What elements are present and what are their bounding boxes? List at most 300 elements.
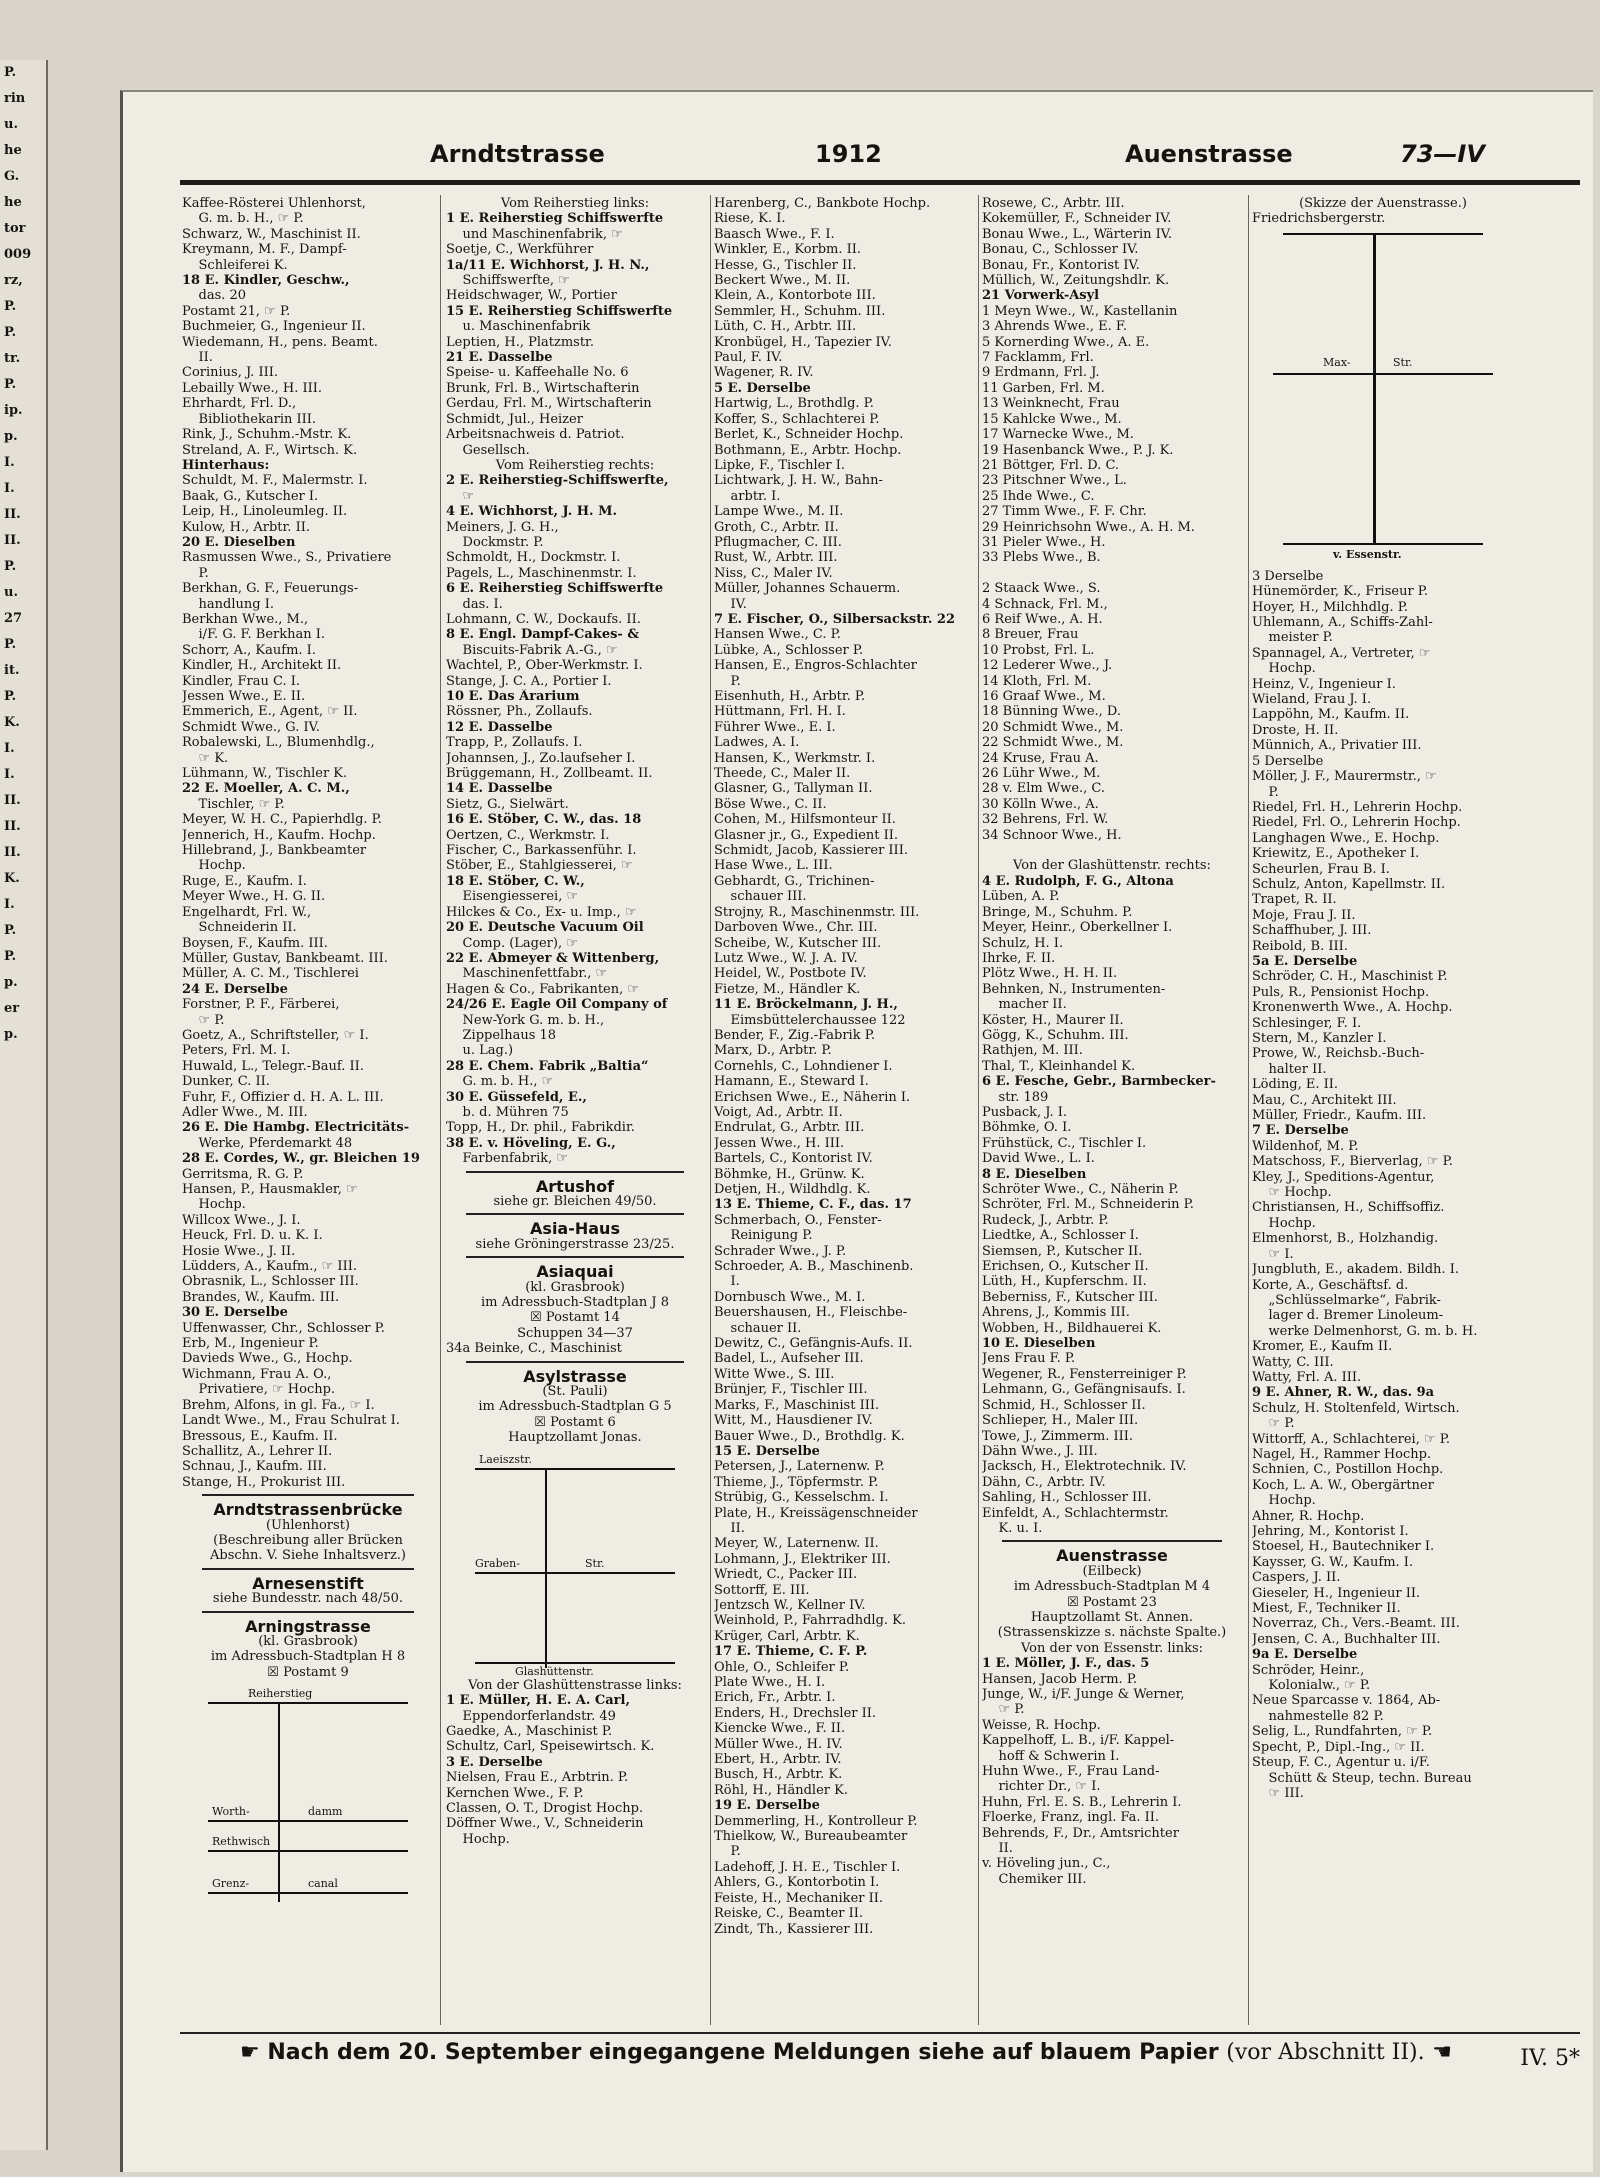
resident-entry: Pagels, L., Maschinenmstr. I. xyxy=(446,565,637,581)
resident-entry: Jentzsch W., Kellner IV. xyxy=(714,1597,866,1613)
map-street-line xyxy=(545,1468,547,1668)
resident-entry: Kokemüller, F., Schneider IV. xyxy=(982,211,1172,227)
resident-entry: Hochp. xyxy=(1252,661,1316,677)
resident-entry: Erichsen Wwe., E., Näherin I. xyxy=(714,1089,911,1105)
map-street-line xyxy=(475,1572,675,1574)
house-number-entry: 7 E. Fischer, O., Silbersackstr. 22 xyxy=(714,611,956,627)
resident-entry: Arbeitsnachweis d. Patriot. xyxy=(446,427,625,443)
street-info: Schuppen 34—37 xyxy=(517,1325,633,1341)
resident-entry: ☞ III. xyxy=(1252,1785,1304,1801)
resident-entry: Jens Frau F. P. xyxy=(982,1351,1076,1367)
resident-entry: Jennerich, H., Kaufm. Hochp. xyxy=(182,827,376,843)
resident-entry: meister P. xyxy=(1252,630,1333,646)
street-info: im Adressbuch-Stadtplan M 4 xyxy=(1013,1579,1211,1595)
resident-entry: Ladehoff, J. H. E., Tischler I. xyxy=(714,1859,901,1875)
resident-entry: Selig, L., Rundfahrten, ☞ P. xyxy=(1252,1724,1433,1740)
resident-entry: 31 Pieler Wwe., H. xyxy=(982,534,1106,550)
resident-entry: schauer II. xyxy=(714,1320,802,1336)
resident-entry: Paul, F. IV. xyxy=(714,350,783,366)
resident-entry: Schaffhuber, J. III. xyxy=(1252,923,1372,939)
resident-entry: Schuldt, M. F., Malermstr. I. xyxy=(182,473,368,489)
house-number-entry: 11 E. Bröckelmann, J. H., xyxy=(714,997,898,1013)
resident-entry: Döffner Wwe., V., Schneiderin xyxy=(446,1816,644,1832)
house-number-entry: 4 E. Rudolph, F. G., Altona xyxy=(982,873,1174,889)
resident-entry: Strojny, R., Maschinenmstr. III. xyxy=(714,904,920,920)
street-info: Hauptzollamt St. Annen. xyxy=(1030,1609,1194,1625)
resident-entry: 11 Garben, Frl. M. xyxy=(982,380,1105,396)
map-label: Grenz- xyxy=(212,1877,250,1891)
resident-entry: Nagel, H., Rammer Hochp. xyxy=(1252,1446,1432,1462)
house-number-entry: 8 E. Dieselben xyxy=(982,1166,1087,1182)
prev-page-fragment: 009 xyxy=(4,247,32,262)
resident-entry: Bringe, M., Schuhm. P. xyxy=(982,904,1133,920)
resident-entry: 34a Beinke, C., Maschinist xyxy=(446,1341,622,1357)
street-info: siehe gr. Bleichen 49/50. xyxy=(493,1194,657,1209)
resident-entry: Meyer, W., Laternenw. II. xyxy=(714,1536,879,1552)
resident-entry: Winkler, E., Korbm. II. xyxy=(714,242,862,258)
resident-entry xyxy=(982,843,1242,858)
prev-page-fragment: I. xyxy=(4,741,15,756)
resident-entry: Einfeldt, A., Schlachtermstr. xyxy=(982,1505,1169,1521)
resident-entry: 3 Derselbe xyxy=(1252,568,1324,584)
street-sketch-map xyxy=(188,1686,428,1906)
street-heading: Asiaquai xyxy=(536,1262,614,1282)
house-number-entry: 9a E. Derselbe xyxy=(1252,1647,1358,1663)
resident-entry: Schulz, H. I. xyxy=(982,935,1064,951)
resident-entry: Hilckes & Co., Ex- u. Imp., ☞ xyxy=(446,904,637,920)
resident-entry: Farbenfabrik, ☞ xyxy=(446,1151,569,1167)
section-rule xyxy=(202,1611,414,1613)
resident-entry: 29 Heinrichsohn Wwe., A. H. M. xyxy=(982,519,1195,535)
resident-entry: Müller, Friedr., Kaufm. III. xyxy=(1252,1108,1427,1124)
column-4 xyxy=(982,196,1242,1887)
resident-entry: Dähn, C., Arbtr. IV. xyxy=(982,1474,1106,1490)
resident-entry: Busch, H., Arbtr. K. xyxy=(714,1767,843,1783)
map-label: v. Essenstr. xyxy=(1333,547,1402,561)
prev-page-fragment: K. xyxy=(4,871,20,886)
map-street-line xyxy=(1283,233,1483,235)
resident-entry: Stern, M., Kanzler I. xyxy=(1252,1031,1387,1046)
map-label: Reiherstieg xyxy=(248,1687,313,1701)
resident-entry: Müller, A. C. M., Tischlerei xyxy=(182,966,359,982)
resident-entry: Hartwig, L., Brothdlg. P. xyxy=(714,396,874,412)
resident-entry: 14 Kloth, Frl. M. xyxy=(982,673,1092,689)
section-rule xyxy=(466,1361,684,1363)
resident-entry: Wriedt, C., Packer III. xyxy=(714,1567,858,1583)
resident-entry: Behnken, N., Instrumenten- xyxy=(982,981,1166,997)
street-heading: Artushof xyxy=(535,1176,615,1196)
resident-entry: Lebailly Wwe., H. III. xyxy=(182,380,323,396)
resident-entry: New-York G. m. b. H., xyxy=(446,1012,605,1028)
prev-page-fragment: I. xyxy=(4,481,15,496)
house-number-entry: 1 E. Reiherstieg Schiffswerfte xyxy=(446,211,664,227)
street-info: im Adressbuch-Stadtplan J 8 xyxy=(480,1295,670,1311)
prev-page-fragment: II. xyxy=(4,533,21,548)
street-info: Von der von Essenstr. links: xyxy=(1020,1640,1204,1656)
resident-entry: Müllich, W., Zeitungshdlr. K. xyxy=(982,273,1170,289)
house-number-entry: 4 E. Wichhorst, J. H. M. xyxy=(446,504,617,520)
resident-entry: Robalewski, L., Blumenhdlg., xyxy=(182,735,375,751)
street-info: ☒ Postamt 6 xyxy=(534,1414,616,1430)
resident-entry: IV. xyxy=(714,596,747,612)
resident-entry: Boysen, F., Kaufm. III. xyxy=(182,935,328,951)
resident-entry: Speise- u. Kaffeehalle No. 6 xyxy=(446,365,629,381)
map-label: Glashüttenstr. xyxy=(515,1664,594,1678)
street-heading: Arnesenstift xyxy=(252,1573,364,1593)
resident-entry: Theede, C., Maler II. xyxy=(714,766,851,782)
resident-entry: Matschoss, F., Bierverlag, ☞ P. xyxy=(1252,1154,1453,1170)
resident-entry: Hamann, E., Steward I. xyxy=(714,1074,869,1090)
resident-entry: Schlieper, H., Maler III. xyxy=(982,1413,1139,1429)
resident-entry: ☞ K. xyxy=(182,750,229,766)
street-info: Vom Reiherstieg rechts: xyxy=(495,457,655,473)
resident-entry: Detjen, H., Wildhdlg. K. xyxy=(714,1182,871,1197)
resident-entry: Liedtke, A., Schlosser I. xyxy=(982,1228,1139,1244)
resident-entry: Hansen, E., Engros-Schlachter xyxy=(714,658,917,674)
resident-entry: Führer Wwe., E. I. xyxy=(714,719,836,735)
map-street-line xyxy=(208,1892,408,1894)
resident-entry: v. Höveling jun., C., xyxy=(982,1856,1111,1872)
prev-page-fragment: P. xyxy=(4,923,17,938)
resident-entry: Cornehls, C., Lohndiener I. xyxy=(714,1058,893,1074)
resident-entry: Sietz, G., Sielwärt. xyxy=(446,796,569,812)
resident-entry: Lüdders, A., Kaufm., ☞ III. xyxy=(182,1259,357,1275)
resident-entry: „Schlüsselmarke“, Fabrik- xyxy=(1252,1292,1441,1308)
resident-entry: Meiners, J. G. H., xyxy=(446,519,559,535)
resident-entry: macher II. xyxy=(982,997,1067,1013)
resident-entry: 28 v. Elm Wwe., C. xyxy=(982,781,1106,797)
street-info: Abschn. V. Siehe Inhaltsverz.) xyxy=(210,1548,406,1564)
resident-entry: 32 Behrens, Frl. W. xyxy=(982,812,1109,828)
footer-page-number: IV. 5* xyxy=(1520,2046,1580,2071)
resident-entry: Hansen Wwe., C. P. xyxy=(714,627,841,643)
resident-entry: Böhmke, O. I. xyxy=(982,1120,1072,1136)
resident-entry: Schiffswerfte, ☞ xyxy=(446,273,570,289)
resident-entry: Chemiker III. xyxy=(982,1871,1087,1887)
resident-entry: 21 Böttger, Frl. D. C. xyxy=(982,457,1120,473)
resident-entry: Schroeder, A. B., Maschinenb. xyxy=(714,1259,914,1275)
resident-entry: Schallitz, A., Lehrer II. xyxy=(182,1443,333,1459)
resident-entry: Endrulat, G., Arbtr. III. xyxy=(714,1120,865,1136)
resident-entry: Bender, F., Zig.-Fabrik P. xyxy=(714,1027,875,1043)
resident-entry: Korte, A., Geschäftsf. d. xyxy=(1252,1277,1409,1293)
resident-entry: Erb, M., Ingenieur P. xyxy=(182,1336,319,1352)
resident-entry: Hoyer, H., Milchhdlg. P. xyxy=(1252,599,1408,615)
resident-entry: Buchmeier, G., Ingenieur II. xyxy=(182,319,366,335)
house-number-entry: 2 E. Reiherstieg-Schiffswerfte, xyxy=(446,473,669,489)
prev-page-fragment: u. xyxy=(4,585,18,600)
resident-entry: Hillebrand, J., Bankbeamter xyxy=(182,843,367,859)
resident-entry: Müller, Gustav, Bankbeamt. III. xyxy=(182,950,388,966)
resident-entry: Huhn Wwe., F., Frau Land- xyxy=(982,1764,1160,1780)
street-info: ☒ Postamt 23 xyxy=(1067,1594,1157,1610)
resident-entry: P. xyxy=(714,1844,741,1860)
section-rule xyxy=(466,1256,684,1258)
resident-entry: Wittorff, A., Schlachterei, ☞ P. xyxy=(1252,1431,1451,1447)
resident-entry: Lichtwark, J. H. W., Bahn- xyxy=(714,473,883,489)
resident-entry: schauer III. xyxy=(714,889,807,905)
resident-entry: Kaysser, G. W., Kaufm. I. xyxy=(1252,1554,1414,1570)
resident-entry: Schnau, J., Kaufm. III. xyxy=(182,1459,327,1475)
resident-entry: i/F. G. F. Berkhan I. xyxy=(182,627,326,643)
resident-entry: nahmestelle 82 P. xyxy=(1252,1708,1384,1724)
house-number-entry: 10 E. Das Ärarium xyxy=(446,689,580,704)
resident-entry: Ahrens, J., Kommis III. xyxy=(982,1305,1130,1321)
prev-page-fragment: 27 xyxy=(4,611,23,626)
resident-entry: Gebhardt, G., Trichinen- xyxy=(714,873,875,889)
resident-entry: Dähn Wwe., J. III. xyxy=(982,1443,1098,1459)
map-label: Graben- xyxy=(475,1556,520,1570)
footer-rule xyxy=(180,2032,1580,2034)
resident-entry: II. xyxy=(982,1841,1013,1857)
resident-entry: Semmler, H., Schuhm. III. xyxy=(714,303,886,319)
resident-entry: Johannsen, J., Zo.laufseher I. xyxy=(446,750,636,766)
resident-entry: Forstner, P. F., Färberei, xyxy=(182,997,340,1013)
resident-entry: P. xyxy=(714,673,741,689)
resident-entry: G. m. b. H., ☞ xyxy=(446,1074,554,1090)
house-number-entry: 28 E. Cordes, W., gr. Bleichen 19 xyxy=(182,1151,420,1167)
prev-page-fragment: p. xyxy=(4,975,18,990)
street-info: (Skizze der Auenstrasse.) xyxy=(1299,196,1467,211)
resident-entry: Fuhr, F., Offizier d. H. A. L. III. xyxy=(182,1089,384,1105)
resident-entry: Koffer, S., Schlachterei P. xyxy=(714,411,880,427)
map-street-line xyxy=(1283,543,1483,545)
resident-entry: Caspers, J. II. xyxy=(1252,1570,1341,1586)
resident-entry: Hüttmann, Frl. H. I. xyxy=(714,704,846,720)
resident-entry: Hochp. xyxy=(1252,1493,1316,1509)
resident-entry: u. Maschinenfabrik xyxy=(446,319,591,335)
resident-entry: Baasch Wwe., F. I. xyxy=(714,226,835,242)
resident-entry: Jehring, M., Kontorist I. xyxy=(1252,1524,1409,1539)
resident-entry: Rust, W., Arbtr. III. xyxy=(714,550,838,566)
resident-entry: Cohen, M., Hilfsmonteur II. xyxy=(714,812,896,828)
resident-entry: Rathjen, M. III. xyxy=(982,1043,1083,1059)
prev-page-fragment: II. xyxy=(4,793,21,808)
resident-entry: 10 Probst, Frl. L. xyxy=(982,642,1095,658)
resident-entry: Jacksch, H., Elektrotechnik. IV. xyxy=(982,1459,1187,1475)
resident-entry: Hase Wwe., L. III. xyxy=(714,858,833,874)
resident-entry: ☞ I. xyxy=(1252,1246,1294,1262)
resident-entry: Eppendorferlandstr. 49 xyxy=(446,1708,616,1724)
street-info: (Beschreibung aller Brücken xyxy=(213,1532,403,1548)
resident-entry: Heidschwager, W., Portier xyxy=(446,288,617,304)
resident-entry: 26 Lühr Wwe., M. xyxy=(982,766,1101,782)
resident-entry: Brehm, Alfons, in gl. Fa., ☞ I. xyxy=(182,1397,375,1413)
prev-page-fragment: he xyxy=(4,143,22,158)
prev-page-fragment: P. xyxy=(4,637,17,652)
resident-entry: Zippelhaus 18 xyxy=(446,1027,557,1043)
house-number-entry: 1 E. Möller, J. F., das. 5 xyxy=(982,1656,1150,1672)
resident-entry: Dockmstr. P. xyxy=(446,534,544,550)
street-info: (Eilbeck) xyxy=(1082,1563,1142,1579)
resident-entry: Fietze, M., Händler K. xyxy=(714,981,861,997)
resident-entry: 23 Pitschner Wwe., L. xyxy=(982,473,1127,489)
resident-entry: Maschinenfettfabr., ☞ xyxy=(446,966,608,982)
house-number-entry: 1a/11 E. Wichhorst, J. H. N., xyxy=(446,257,650,273)
resident-entry: richter Dr., ☞ I. xyxy=(982,1779,1101,1795)
resident-entry: Demmerling, H., Kontrolleur P. xyxy=(714,1813,918,1829)
street-heading: Auenstrasse xyxy=(1056,1546,1168,1566)
resident-entry: Hosie Wwe., J. II. xyxy=(182,1243,296,1259)
prev-page-fragment: II. xyxy=(4,845,21,860)
resident-entry: Riedel, Frl. O., Lehrerin Hochp. xyxy=(1252,815,1461,831)
resident-entry: handlung I. xyxy=(182,596,274,612)
resident-entry: Jungbluth, E., akadem. Bildh. I. xyxy=(1252,1262,1459,1278)
resident-entry: Rasmussen Wwe., S., Privatiere xyxy=(182,550,392,566)
resident-entry: Möller, J. F., Maurermstr., ☞ xyxy=(1252,769,1437,785)
resident-entry: Ihrke, F. II. xyxy=(982,950,1056,966)
resident-entry: Schröter, Frl. M., Schneiderin P. xyxy=(982,1197,1194,1213)
resident-entry: Oertzen, C., Werkmstr. I. xyxy=(446,827,610,843)
resident-entry: Groth, C., Arbtr. II. xyxy=(714,519,839,535)
street-heading: Arndtstrassenbrücke xyxy=(213,1500,403,1520)
resident-entry: 7 Facklamm, Frl. xyxy=(982,350,1094,366)
resident-entry: Dewitz, C., Gefängnis-Aufs. II. xyxy=(714,1336,913,1352)
resident-entry: Friedrichsbergerstr. xyxy=(1252,211,1386,227)
resident-entry: Steup, F. C., Agentur u. i/F. xyxy=(1252,1755,1430,1771)
resident-entry: Koch, L. A. W., Obergärtner xyxy=(1252,1477,1434,1493)
prev-page-fragment: P. xyxy=(4,377,17,392)
house-number-entry: 9 E. Ahner, R. W., das. 9a xyxy=(1252,1385,1435,1401)
resident-entry: Gieseler, H., Ingenieur II. xyxy=(1252,1585,1421,1601)
resident-entry: Topp, H., Dr. phil., Fabrikdir. xyxy=(446,1120,635,1136)
street-heading: Asia-Haus xyxy=(530,1219,620,1239)
resident-entry: Heinz, V., Ingenieur I. xyxy=(1252,676,1396,692)
resident-entry: Witt, M., Hausdiener IV. xyxy=(714,1413,873,1429)
prev-page-fragment: he xyxy=(4,195,22,210)
resident-entry: Stange, J. C. A., Portier I. xyxy=(446,673,612,689)
resident-entry: Kernchen Wwe., F. P. xyxy=(446,1785,584,1801)
resident-entry: Peters, Frl. M. I. xyxy=(182,1043,291,1059)
resident-entry: 16 Graaf Wwe., M. xyxy=(982,689,1106,704)
resident-entry: Kley, J., Speditions-Agentur, xyxy=(1252,1169,1435,1185)
resident-entry: 33 Plebs Wwe., B. xyxy=(982,550,1101,566)
resident-entry: ☞ P. xyxy=(982,1702,1025,1718)
resident-entry: 6 Reif Wwe., A. H. xyxy=(982,611,1103,627)
resident-entry: Engelhardt, Frl. W., xyxy=(182,904,312,920)
resident-entry: Bibliothekarin III. xyxy=(182,411,317,427)
resident-entry: Plötz Wwe., H. H. II. xyxy=(982,966,1118,982)
resident-entry: Hochp. xyxy=(1252,1215,1316,1231)
prev-page-fragment: rin xyxy=(4,91,26,106)
resident-entry: Prowe, W., Reichsb.-Buch- xyxy=(1252,1046,1425,1062)
street-info: (Uhlenhorst) xyxy=(265,1517,350,1533)
resident-entry: Hünemörder, K., Friseur P. xyxy=(1252,584,1429,600)
resident-entry: Frühstück, C., Tischler I. xyxy=(982,1135,1147,1151)
resident-entry: Huhn, Frl. E. S. B., Lehrerin I. xyxy=(982,1794,1182,1810)
resident-entry: Lüben, A. P. xyxy=(982,889,1060,905)
resident-entry: Stoesel, H., Bautechniker I. xyxy=(1252,1539,1435,1555)
resident-entry: Schröter Wwe., C., Näherin P. xyxy=(982,1182,1179,1197)
resident-entry: Lehmann, G., Gefängnisaufs. I. xyxy=(982,1382,1186,1398)
prev-page-fragment: II. xyxy=(4,507,21,522)
prev-page-fragment: ip. xyxy=(4,403,23,418)
header-right-street: Auenstrasse xyxy=(1125,140,1293,168)
map-label: Str. xyxy=(585,1556,605,1570)
resident-entry: Kronenwerth Wwe., A. Hochp. xyxy=(1252,1000,1453,1016)
resident-entry: Müller, Johannes Schauerm. xyxy=(714,581,901,597)
resident-entry: Lappöhn, M., Kaufm. II. xyxy=(1252,707,1410,723)
resident-entry: K. u. I. xyxy=(982,1520,1043,1536)
resident-entry: Berkhan, G. F., Feuerungs- xyxy=(182,581,359,597)
resident-entry: Lutz Wwe., W. J. A. IV. xyxy=(714,950,858,966)
resident-entry: Schwarz, W., Maschinist II. xyxy=(182,226,361,242)
prev-page-fragment: I. xyxy=(4,767,15,782)
resident-entry: Riedel, Frl. H., Lehrerin Hochp. xyxy=(1252,799,1463,815)
resident-entry: ☞ Hochp. xyxy=(1252,1185,1332,1201)
resident-entry: Obrasnik, L., Schlosser III. xyxy=(182,1274,359,1290)
resident-entry: Hochp. xyxy=(182,858,246,874)
resident-entry: Stange, H., Prokurist III. xyxy=(182,1474,346,1490)
resident-entry: Lüth, H., Kupferschm. II. xyxy=(982,1274,1147,1290)
resident-entry: Heuck, Frl. D. u. K. I. xyxy=(182,1228,323,1244)
resident-entry: Bartels, C., Kontorist IV. xyxy=(714,1151,873,1167)
resident-entry: Glasner jr., G., Expedient II. xyxy=(714,827,899,843)
resident-entry: Lühmann, W., Tischler K. xyxy=(182,766,348,782)
resident-entry: Schmidt Wwe., G. IV. xyxy=(182,719,320,735)
resident-entry: Gögg, K., Schuhm. III. xyxy=(982,1027,1129,1043)
street-info: (kl. Grasbrook) xyxy=(258,1633,358,1649)
resident-entry: Pflugmacher, C. III. xyxy=(714,534,842,550)
resident-entry: str. 189 xyxy=(982,1089,1049,1105)
resident-entry: Eisengiesserei, ☞ xyxy=(446,889,579,905)
resident-entry: Dunker, C. II. xyxy=(182,1074,270,1090)
previous-page-edge xyxy=(0,60,48,2150)
resident-entry: 30 Kölln Wwe., A. xyxy=(982,796,1099,812)
resident-entry: Schrader Wwe., J. P. xyxy=(714,1243,847,1259)
resident-entry: David Wwe., L. I. xyxy=(982,1151,1095,1167)
prev-page-fragment: I. xyxy=(4,897,15,912)
house-number-entry: 13 E. Thieme, C. F., das. 17 xyxy=(714,1197,912,1213)
resident-entry: arbtr. I. xyxy=(714,488,781,504)
resident-entry: Ruge, E., Kaufm. I. xyxy=(182,873,307,889)
house-number-entry: 8 E. Engl. Dampf-Cakes- & xyxy=(446,627,640,643)
street-info: siehe Gröningerstrasse 23/25. xyxy=(475,1236,675,1252)
house-number-entry: 20 E. Deutsche Vacuum Oil xyxy=(446,920,644,936)
street-info: ☒ Postamt 14 xyxy=(530,1310,620,1326)
resident-entry: Goetz, A., Schriftsteller, ☞ I. xyxy=(182,1027,369,1043)
resident-entry: Bauer Wwe., D., Brothdlg. K. xyxy=(714,1428,905,1444)
resident-entry: Gaedke, A., Maschinist P. xyxy=(446,1723,613,1739)
resident-entry: Gerritsma, R. G. P. xyxy=(182,1166,304,1182)
resident-entry: Droste, H. II. xyxy=(1252,722,1339,738)
resident-entry: Dornbusch Wwe., M. I. xyxy=(714,1289,866,1305)
prev-page-fragment: P. xyxy=(4,949,17,964)
resident-entry: Neue Sparcasse v. 1864, Ab- xyxy=(1252,1693,1441,1709)
resident-entry: Soetje, C., Werkführer xyxy=(446,242,594,258)
resident-entry: Schultz, Carl, Speisewirtsch. K. xyxy=(446,1739,655,1755)
resident-entry: Weisse, R. Hochp. xyxy=(982,1717,1101,1733)
resident-entry: Kaffee-Rösterei Uhlenhorst, xyxy=(182,196,366,211)
resident-entry: Schröder, C. H., Maschinist P. xyxy=(1252,969,1448,985)
resident-entry xyxy=(982,566,1242,581)
resident-entry: Röhl, H., Händler K. xyxy=(714,1782,848,1798)
resident-entry: Jessen Wwe., E. II. xyxy=(182,689,306,704)
resident-entry: Kulow, H., Arbtr. II. xyxy=(182,519,310,535)
house-number-entry: 21 E. Dasselbe xyxy=(446,350,553,366)
resident-entry: hoff & Schwerin I. xyxy=(982,1748,1120,1764)
resident-entry: Thal, T., Kleinhandel K. xyxy=(982,1058,1136,1074)
resident-entry: 34 Schnoor Wwe., H. xyxy=(982,827,1122,843)
resident-entry: Eimsbüttelerchaussee 122 xyxy=(714,1012,906,1028)
house-number-entry: 20 E. Dieselben xyxy=(182,534,296,550)
resident-entry: Löding, E. II. xyxy=(1252,1077,1339,1093)
resident-entry: Spannagel, A., Vertreter, ☞ xyxy=(1252,645,1431,661)
house-number-entry: 15 E. Derselbe xyxy=(714,1443,820,1459)
resident-entry: Erich, Fr., Arbtr. I. xyxy=(714,1690,836,1706)
resident-entry: Tischler, ☞ P. xyxy=(182,796,285,812)
resident-entry: Uhlemann, A., Schiffs-Zahl- xyxy=(1252,615,1433,631)
